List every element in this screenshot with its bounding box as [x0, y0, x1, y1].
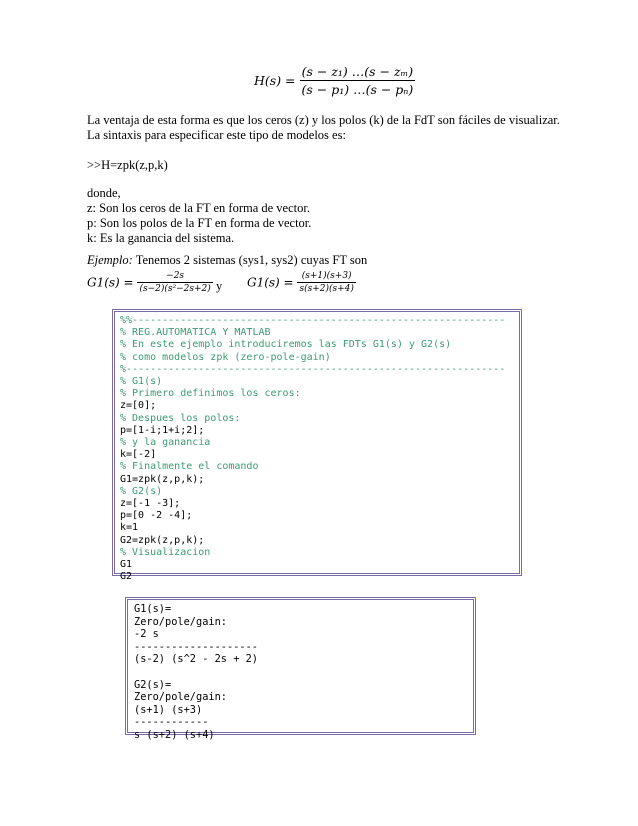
- code-comment-line: % G1(s): [120, 376, 163, 388]
- code-comment-line: %%--------------------------------------------------------------: [120, 315, 506, 326]
- tf-connector: y: [216, 279, 223, 293]
- formula-h-lhs: H(s) =: [254, 73, 296, 88]
- formula-h-numerator: (s − z₁) …(s − zₘ): [300, 64, 416, 81]
- output-line: ------------: [134, 716, 209, 729]
- output-line: (s-2) (s^2 - 2s + 2): [134, 653, 258, 666]
- tf1-fraction: [137, 271, 212, 294]
- tf1: [87, 271, 213, 294]
- code-comment-line: % Finalmente el comando: [120, 461, 259, 473]
- tf2-lhs: G1(s) =: [247, 275, 294, 290]
- matlab-output: [134, 603, 473, 742]
- code-comment-line: %---------------------------------------------------------------: [120, 363, 506, 375]
- intro-paragraph: [87, 113, 560, 143]
- example-label: Ejemplo:: [87, 253, 133, 267]
- definition-line: donde,: [87, 186, 121, 200]
- tf1-numerator: −2s: [137, 271, 212, 283]
- output-line: Zero/pole/gain:: [134, 691, 227, 704]
- matlab-output-box: [125, 597, 476, 741]
- code-comment-line: % En este ejemplo introduciremos las FDTs G1(s) y G2(s): [120, 339, 452, 351]
- code-command-line: G1=zpk(z,p,k);: [120, 473, 205, 485]
- code-comment-line: % Visualizacion: [120, 546, 211, 558]
- code-command-line: k=1: [120, 522, 139, 534]
- tf2: [247, 271, 356, 294]
- code-command-line: p=[0 -2 -4];: [120, 510, 193, 522]
- code-command-line: z=[0];: [120, 400, 157, 412]
- code-comment-line: % como modelos zpk (zero-pole-gain): [120, 351, 331, 363]
- code-command-line: G2=zpk(z,p,k);: [120, 534, 205, 546]
- code-command-line: G2: [120, 571, 133, 583]
- code-command-line: p=[1-i;1+i;2];: [120, 424, 205, 436]
- output-line: -2 s: [134, 628, 159, 641]
- example-text: Tenemos 2 sistemas (sys1, sys2) cuyas FT son: [132, 253, 368, 267]
- output-line: s (s+2) (s+4): [134, 728, 215, 741]
- tf2-numerator: (s+1)(s+3): [297, 271, 355, 283]
- definition-line: p: Son los polos de la FT en forma de vector.: [87, 216, 312, 230]
- output-line: [134, 666, 473, 679]
- zpk-command: >>H=zpk(z,p,k): [87, 158, 168, 172]
- tf2-denominator: s(s+2)(s+4): [299, 284, 354, 294]
- code-command-line: z=[-1 -3];: [120, 498, 181, 510]
- code-comment-line: % REG.AUTOMATICA Y MATLAB: [120, 327, 271, 339]
- code-comment-line: % Despues los polos:: [120, 412, 241, 424]
- definitions: [87, 186, 311, 246]
- formula-h: [254, 64, 415, 97]
- definition-line: k: Es la ganancia del sistema.: [87, 231, 235, 245]
- code-command-line: G1: [120, 559, 133, 571]
- code-comment-line: % Primero definimos los ceros:: [120, 388, 301, 400]
- tf1-lhs: G1(s) =: [87, 275, 134, 290]
- intro-line-1: La ventaja de esta forma es que los ceros (z) y los polos (k) de la FdT son fáciles de visualizar.: [87, 113, 560, 127]
- matlab-code: [120, 315, 519, 583]
- matlab-code-box: [112, 309, 522, 583]
- code-command-line: k=[-2]: [120, 449, 157, 461]
- output-line: G2(s)=: [134, 678, 172, 691]
- output-line: (s+1) (s+3): [134, 703, 203, 716]
- code-comment-line: % y la ganancia: [120, 437, 211, 449]
- output-line: Zero/pole/gain:: [134, 615, 227, 628]
- output-line: --------------------: [134, 640, 258, 653]
- code-comment-line: % G2(s): [120, 485, 163, 497]
- example-line: [87, 253, 367, 268]
- intro-line-2: La sintaxis para especificar este tipo de modelos es:: [87, 128, 346, 142]
- tf2-fraction: [297, 271, 355, 294]
- formula-h-fraction: [300, 64, 416, 97]
- tf1-denominator: (s−2)(s²−2s+2): [139, 284, 211, 294]
- formula-h-denominator: (s − p₁) …(s − pₙ): [301, 82, 414, 97]
- output-line: G1(s)=: [134, 603, 172, 615]
- definition-line: z: Son los ceros de la FT en forma de vector.: [87, 201, 310, 215]
